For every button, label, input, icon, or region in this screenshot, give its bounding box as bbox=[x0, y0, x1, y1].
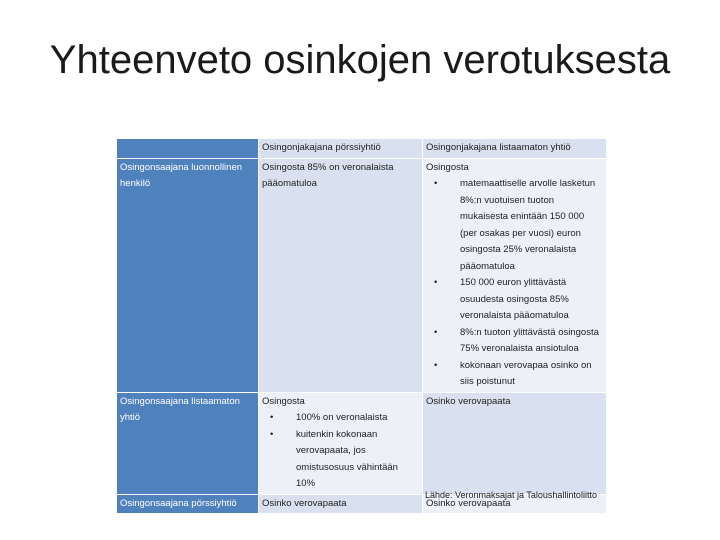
cell-listed-listed: Osinko verovapaata bbox=[259, 494, 423, 514]
list-item: • 8%:n tuoton ylittävästä osingosta 75% veronalaista ansiotuloa bbox=[460, 325, 603, 358]
list-item: • matemaattiselle arvolle lasketun 8%:n vuotuisen tuoton mukaisesta enintään 150 000 (per osakas per vuosi) euron osingosta 25% veronalaista pääomatuloa bbox=[460, 176, 603, 275]
row-label-unlisted-company: Osingonsaajana listaamaton yhtiö bbox=[117, 392, 259, 494]
cell-intro-text: Osingosta bbox=[262, 395, 305, 407]
list-item: • 150 000 euron ylittävästä osuudesta osingosta 85% veronalaista pääomatuloa bbox=[460, 275, 603, 325]
row-label-listed-company: Osingonsaajana pörssiyhtiö bbox=[117, 494, 259, 514]
bullet-list bbox=[262, 410, 419, 493]
cell-person-listed: Osingosta 85% on veronalaista pääomatuloa bbox=[259, 158, 423, 392]
list-item: • kuitenkin kokonaan verovapaata, jos omistusosuus vähintään 10% bbox=[296, 427, 419, 493]
row-label-natural-person: Osingonsaajana luonnollinen henkilö bbox=[117, 158, 259, 392]
table-row bbox=[117, 392, 607, 494]
list-item: • 100% on veronalaista bbox=[296, 410, 419, 427]
header-listed-company: Osingonjakajana pörssiyhtiö bbox=[259, 139, 423, 159]
bullet-list bbox=[426, 176, 603, 391]
cell-intro-text: Osingosta bbox=[426, 161, 469, 173]
header-corner-cell bbox=[117, 139, 259, 159]
table-header-row bbox=[117, 139, 607, 159]
cell-unlisted-listed bbox=[259, 392, 423, 494]
cell-listed-unlisted: Osinko verovapaata bbox=[423, 494, 607, 514]
table-row bbox=[117, 158, 607, 392]
tax-summary-table bbox=[116, 138, 607, 514]
source-note: Lähde: Veronmaksajat ja Taloushallintoliitto bbox=[425, 490, 597, 500]
cell-unlisted-unlisted: Osinko verovapaata bbox=[423, 392, 607, 494]
slide-title: Yhteenveto osinkojen verotuksesta bbox=[49, 38, 671, 82]
cell-person-unlisted bbox=[423, 158, 607, 392]
list-item: • kokonaan verovapaa osinko on siis poistunut bbox=[460, 358, 603, 391]
header-unlisted-company: Osingonjakajana listaamaton yhtiö bbox=[423, 139, 607, 159]
